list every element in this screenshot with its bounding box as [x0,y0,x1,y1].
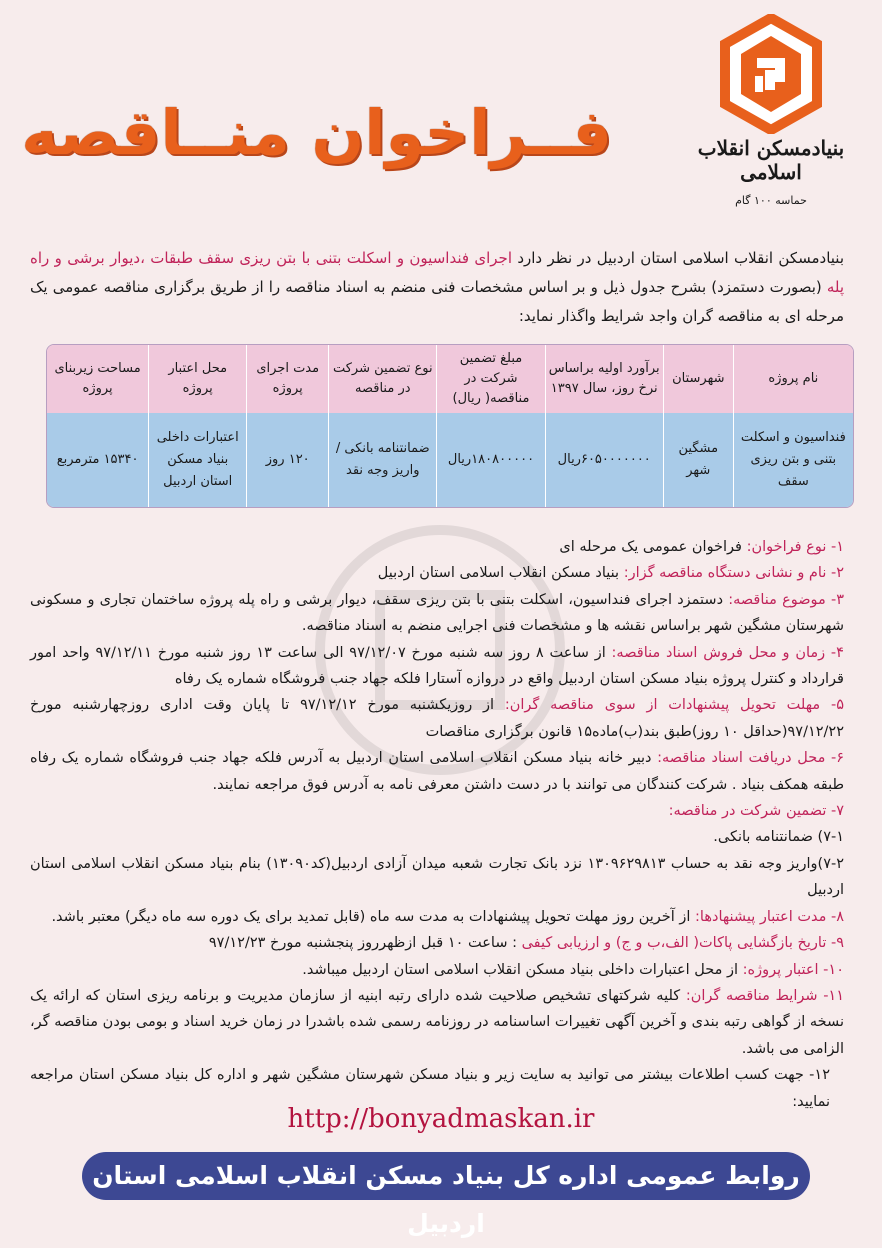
item-label: ۴- زمان و محل فروش اسناد مناقصه: [611,644,844,661]
item-label: ۹- تاریخ بازگشایی پاکات( الف،ب و ج) و ارزیابی کیفی [521,935,844,952]
item-label: ۸- مدت اعتبار پیشنهادها: [695,908,844,925]
item-text: دستمزد اجرای فنداسیون، اسکلت بتنی با بتن ریزی سقف، دیوار برشی و راه پله پروژه ساختمان تجاری و مسکونی شهرستان مشگین شهر براساس نقشه ها و مشخصات فنی اجرایی منضم به اسناد مناقصه. [30,591,844,635]
projects-table [46,344,854,508]
item-text: از محل اعتبارات داخلی بنیاد مسکن انقلاب اسلامی استان اردبیل میباشد. [302,961,743,978]
logo-name: بنیادمسکن انقلاب اسلامی [697,136,845,184]
conditions-list [30,534,844,1115]
list-item [30,560,844,586]
list-item [30,534,844,560]
cell-estimate: ۶۰۵۰۰۰۰۰۰۰ریال [545,413,663,507]
table-header-row [47,345,853,413]
item-text: ۱۲- جهت کسب اطلاعات بیشتر می توانید به سایت زیر و بنیاد مسکن شهرستان مشگین شهر و اداره کل بنیاد مسکن استان مراجعه نمایید: [30,1067,830,1110]
header-duration: مدت اجرای پروژه [246,345,328,413]
footer-banner: روابط عمومی اداره کل بنیاد مسکن انقلاب اسلامی استان اردبیل [82,1152,810,1200]
header-project-name: نام پروژه [733,345,853,413]
header-floor-area: مساحت زیربنای پروژه [47,345,148,413]
header-county: شهرستان [663,345,733,413]
header-guarantee-amount: مبلغ تضمین شرکت در مناقصه( ریال) [436,345,544,413]
item-label: ۳- موضوع مناقصه: [728,591,845,608]
list-item [30,798,844,824]
page-title: فــراخوان منــاقصه [21,96,612,169]
item-text: کلیه شرکتهای تشخیص صلاحیت شده دارای رتبه ابنیه از سازمان مدیریت و برنامه ریزی استان که ارائه یک نسخه از گواهی رتبه بندی و آخرین آگهی تغییرات اساسنامه در روزنامه رسمی شده باشدرا در زمان خرید اسناد و بومی بودن مناقصه گر، الزامی می باشد. [30,987,844,1057]
cell-project-name: فنداسیون و اسکلت بتنی و بتن ریزی سقف [733,413,853,507]
intro-text-end: (بصورت دستمزد) بشرح جدول ذیل و بر اساس مشخصات فنی منضم به اسناد مناقصه را از طریق برگزاری مناقصه عمومی یک مرحله ای به مناقصه گران واجد شرایط واگذار نماید: [30,278,844,325]
item-text: از روزیکشنبه مورخ ۹۷/۱۲/۱۲ تا پایان وقت اداری روزچهارشنبه مورخ ۹۷/۱۲/۲۲(حداقل ۱۰ روز)طبق بند(ب)ماده۱۵ قانون برگزاری مناقصات [30,697,844,740]
item-label: ۵- مهلت تحویل پیشنهادات از سوی مناقصه گران: [504,697,844,714]
header-estimate: برآورد اولیه براساس نرخ روز، سال ۱۳۹۷ [545,345,663,413]
item-text: : ساعت ۱۰ قبل ازظهرروز پنجشنبه مورخ ۹۷/۱۲/۲۳ [208,935,522,952]
list-item [30,904,844,930]
list-item [30,983,844,1062]
item-label: ۶- محل دریافت اسناد مناقصه: [657,750,844,767]
item-text: از آخرین روز مهلت تحویل پیشنهادات به مدت سه ماه (قابل تمدید برای یک دوره سه ماه دیگر) معتبر باشد. [51,908,696,925]
logo [696,14,846,224]
list-item [30,851,844,904]
bonyad-maskan-logo-icon [719,14,823,134]
header-guarantee-type: نوع تضمین شرکت در مناقصه [328,345,436,413]
table-row [47,413,853,507]
cell-duration: ۱۲۰ روز [246,413,328,507]
item-text: بنیاد مسکن انقلاب اسلامی استان اردبیل [377,565,624,582]
list-item [30,930,844,956]
cell-guarantee-amount: ۱۸۰۸۰۰۰۰۰ریال [436,413,544,507]
item-label: ۱۱- شرایط مناقصه گران: [685,987,844,1004]
cell-funding-source: اعتبارات داخلی بنیاد مسکن استان اردبیل [148,413,246,507]
website-link[interactable]: http://bonyadmaskan.ir [287,1104,595,1134]
list-item [30,640,844,693]
item-text: فراخوان عمومی یک مرحله ای [559,539,747,555]
logo-tagline: حماسه ۱۰۰ گام [735,194,807,207]
list-item [30,957,844,983]
intro-highlight: اجرای فنداسیون و اسکلت بتنی با بتن ریزی سقف طبقات ،دیوار برشی و راه پله [30,249,844,296]
item-text: ۷-۲)واریز وجه نقد به حساب ۱۳۰۹۶۲۹۸۱۳ نزد بانک تجارت شعبه میدان آزادی اردبیل(کد۱۳۰۹۰) بنام بنیاد مسکن انقلاب اسلامی استان اردبیل [30,855,845,899]
intro-paragraph [30,244,844,331]
item-text: ۷-۱) ضمانتنامه بانکی. [713,829,844,846]
item-text: از ساعت ۸ روز سه شنبه مورخ ۹۷/۱۲/۰۷ الی ساعت ۱۳ روز شنبه مورخ ۹۷/۱۲/۱۱ واحد امور قرارداد و کنترل پروژه بنیاد مسکن استان اردبیل واقع در دروازه آستارا فلکه جهاد جنب فروشگاه شماره یک رفاه [30,644,844,688]
intro-text-start: بنیادمسکن انقلاب اسلامی استان اردبیل در نظر دارد [511,249,844,267]
list-item [30,745,844,798]
item-text: دبیر خانه بنیاد مسکن انقلاب اسلامی استان اردبیل به آدرس فلکه جهاد جنب فروشگاه شماره یک رفاه طبقه همکف بنیاد . شرکت کنندگان می توانند با در دست داشتن معرفی نامه به آدرس فوق مراجعه نمایند. [30,750,844,793]
list-item [30,692,844,745]
cell-county: مشگین شهر [663,413,733,507]
cell-guarantee-type: ضمانتنامه بانکی /واریز وجه نقد [328,413,436,507]
list-item [30,824,844,850]
list-item [30,587,844,640]
item-label: ۱- نوع فراخوان: [746,539,844,555]
item-label: ۱۰- اعتبار پروژه: [742,961,844,978]
item-label: ۷- تضمین شرکت در مناقصه: [668,803,844,820]
cell-floor-area: ۱۵۳۴۰ مترمربع [47,413,148,507]
header-funding-source: محل اعتبار پروژه [148,345,246,413]
item-label: ۲- نام و نشانی دستگاه مناقصه گزار: [623,565,844,582]
